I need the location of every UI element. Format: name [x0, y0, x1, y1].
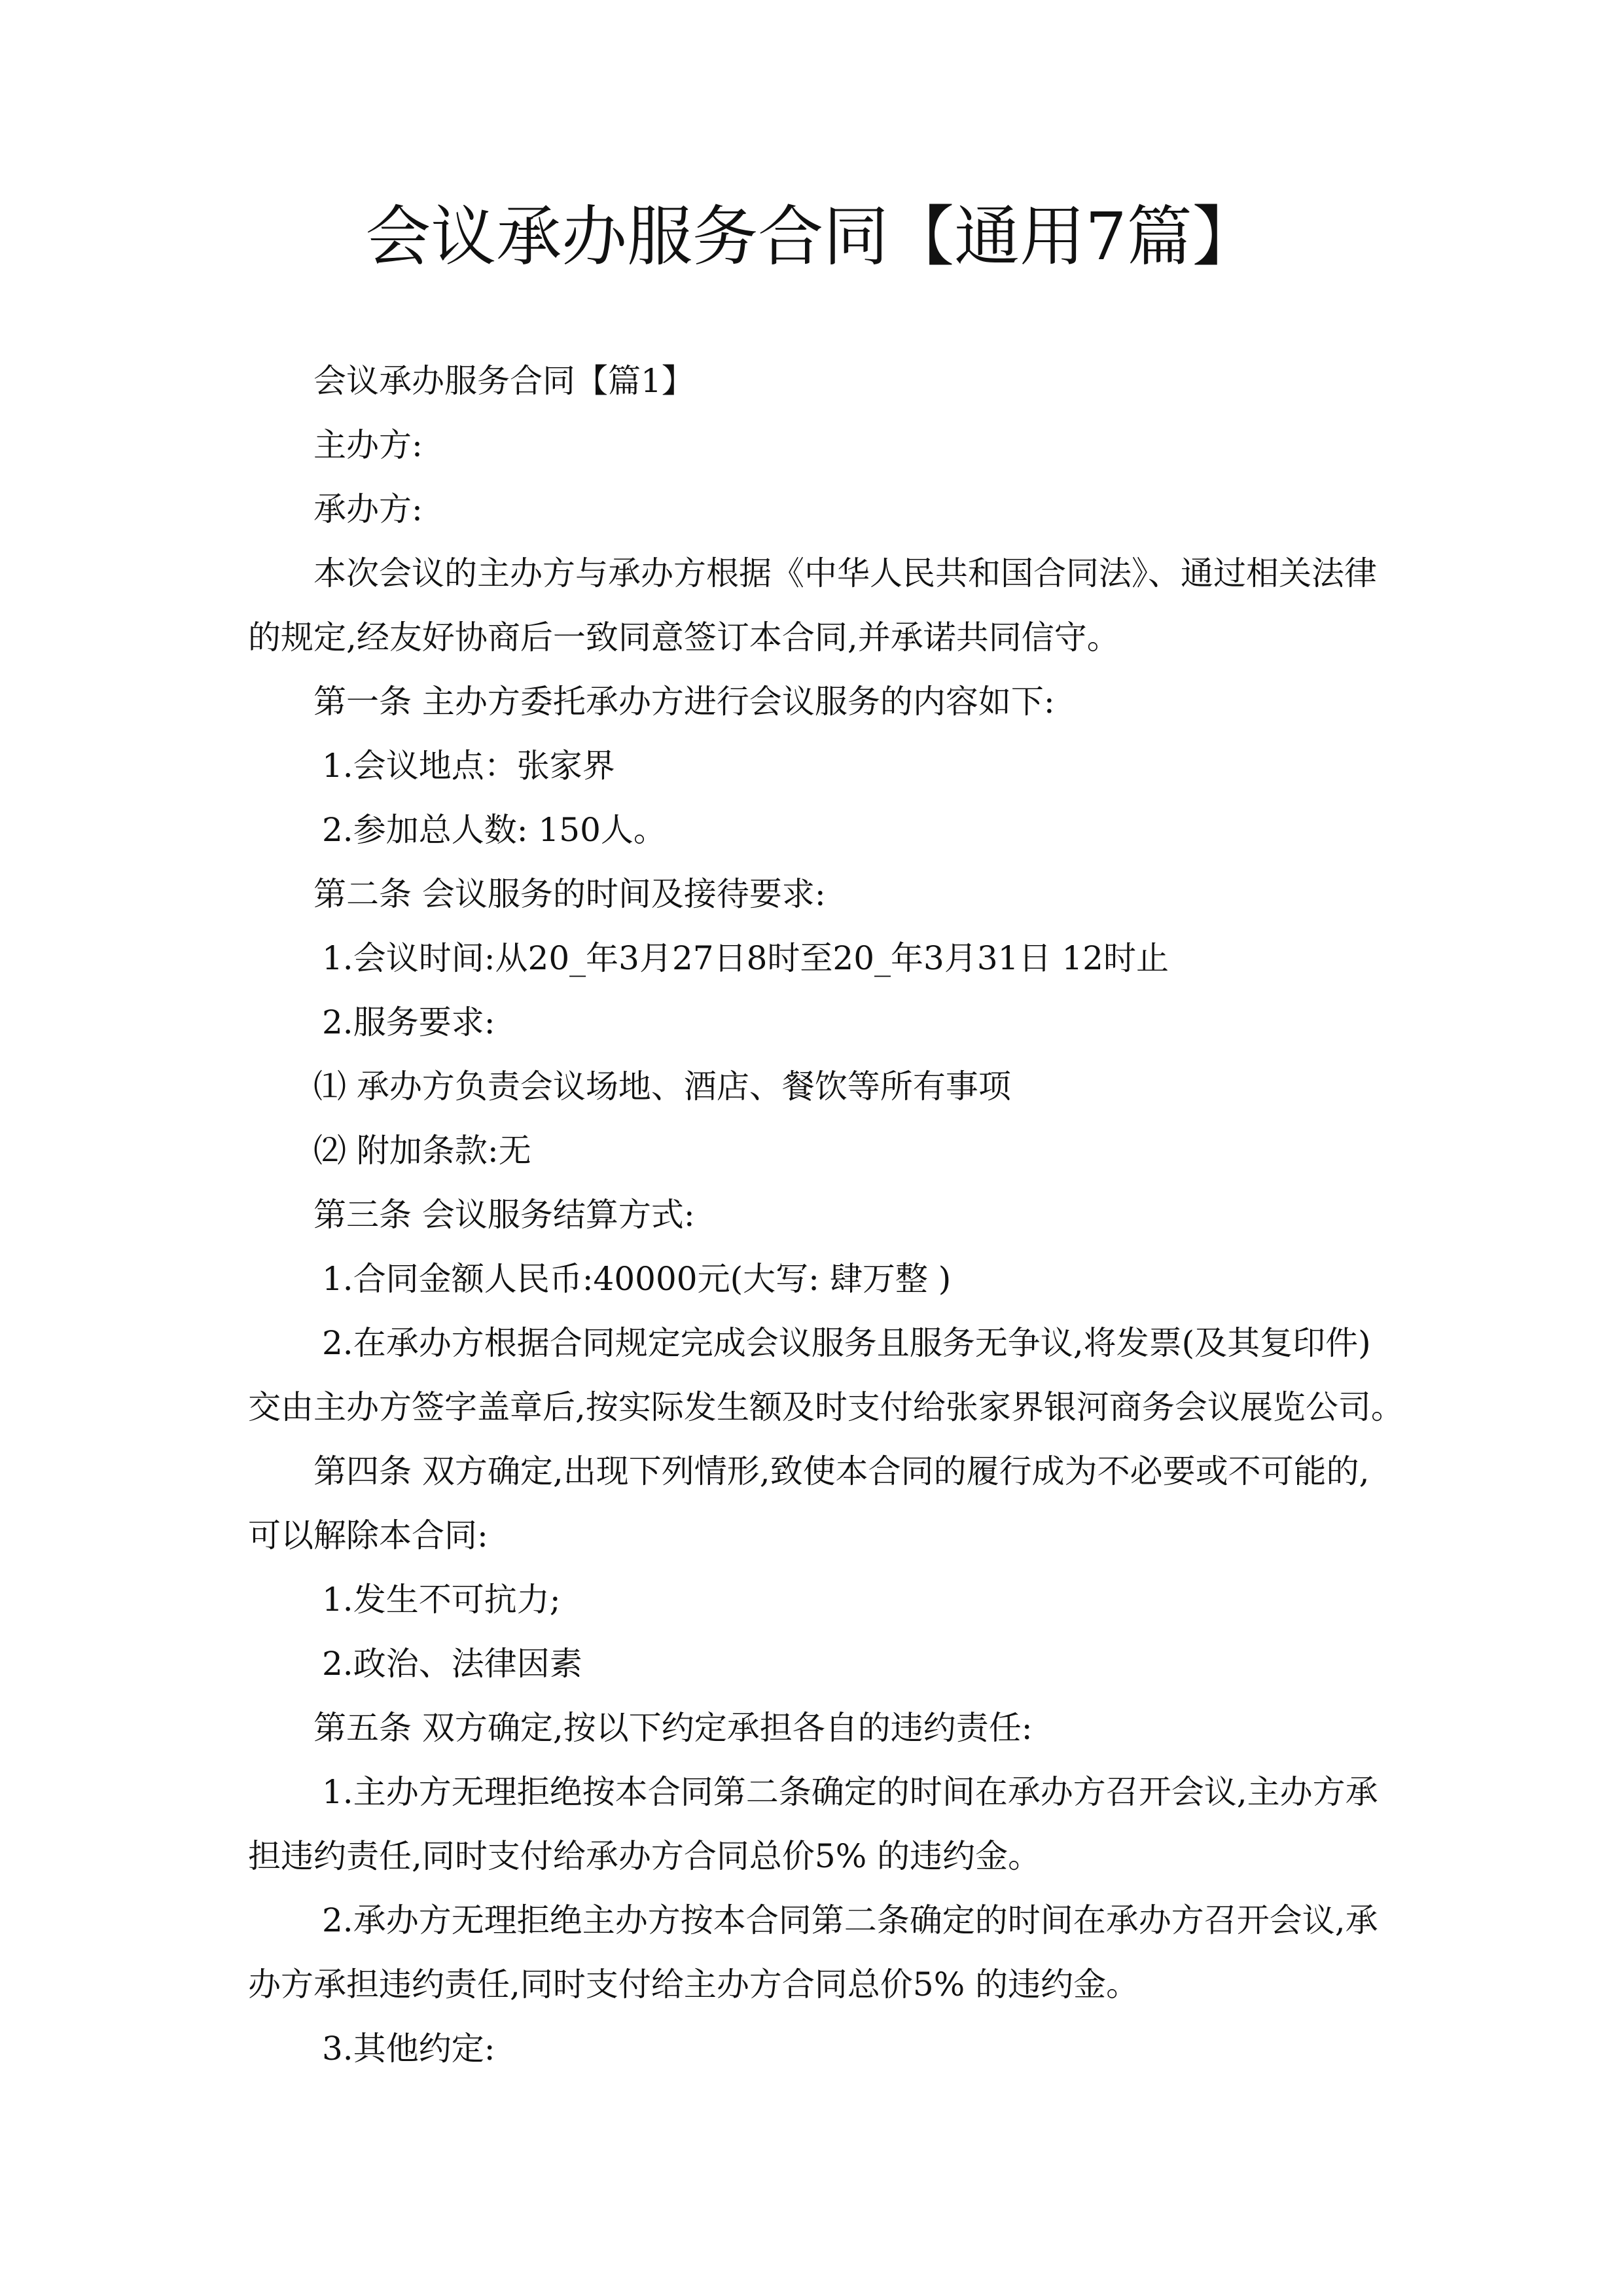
text-line: 主办方: [313, 426, 423, 464]
text-line: 1.合同金额人民币:40000元(大写: 肆万整 ) [322, 1260, 952, 1298]
text-line: 担违约责任,同时支付给承办方合同总价5% 的违约金。 [248, 1837, 1041, 1875]
text-line: 承办方: [313, 490, 423, 528]
text-line: 2.政治、法律因素 [322, 1645, 582, 1683]
text-line: 2.参加总人数: 150人。 [322, 811, 666, 849]
text-line: 第五条 双方确定,按以下约定承担各自的违约责任: [313, 1709, 1033, 1747]
text-line: 2.在承办方根据合同规定完成会议服务且服务无争议,将发票(及其复印件) [322, 1324, 1371, 1362]
text-line: ⑵ 附加条款:无 [313, 1132, 531, 1170]
text-line: 第四条 双方确定,出现下列情形,致使本合同的履行成为不必要或不可能的, [313, 1452, 1370, 1490]
text-line: 2.服务要求: [322, 1003, 495, 1041]
text-line: 会议承办服务合同【篇1】 [313, 362, 694, 400]
text-line: 第二条 会议服务的时间及接待要求: [313, 875, 826, 913]
document-body [248, 349, 1419, 2081]
text-line: 1.会议地点：张家界 [322, 747, 615, 785]
document-title: 会议承办服务合同【通用7篇】 [365, 198, 1258, 275]
text-line: 第一条 主办方委托承办方进行会议服务的内容如下: [313, 683, 1055, 721]
text-line: 1.会议时间:从20_年3月27日8时至20_年3月31日 12时止 [322, 939, 1169, 977]
text-line: ⑴ 承办方负责会议场地、酒店、餐饮等所有事项 [313, 1067, 1011, 1105]
text-line: 2.承办方无理拒绝主办方按本合同第二条确定的时间在承办方召开会议,承 [322, 1901, 1378, 1939]
text-line: 可以解除本合同: [248, 1516, 488, 1554]
text-line: 1.发生不可抗力; [322, 1581, 561, 1619]
text-line: 本次会议的主办方与承办方根据《中华人民共和国合同法》、通过相关法律 [313, 554, 1377, 592]
text-line: 交由主办方签字盖章后,按实际发生额及时支付给张家界银河商务会议展览公司。 [248, 1388, 1404, 1426]
text-line: 办方承担违约责任,同时支付给主办方合同总价5% 的违约金。 [248, 1965, 1139, 2003]
text-line: 3.其他约定: [322, 2030, 495, 2068]
text-line: 1.主办方无理拒绝按本合同第二条确定的时间在承办方召开会议,主办方承 [322, 1773, 1378, 1811]
text-line: 第三条 会议服务结算方式: [313, 1196, 695, 1234]
text-line: 的规定,经友好协商后一致同意签订本合同,并承诺共同信守。 [248, 619, 1120, 656]
